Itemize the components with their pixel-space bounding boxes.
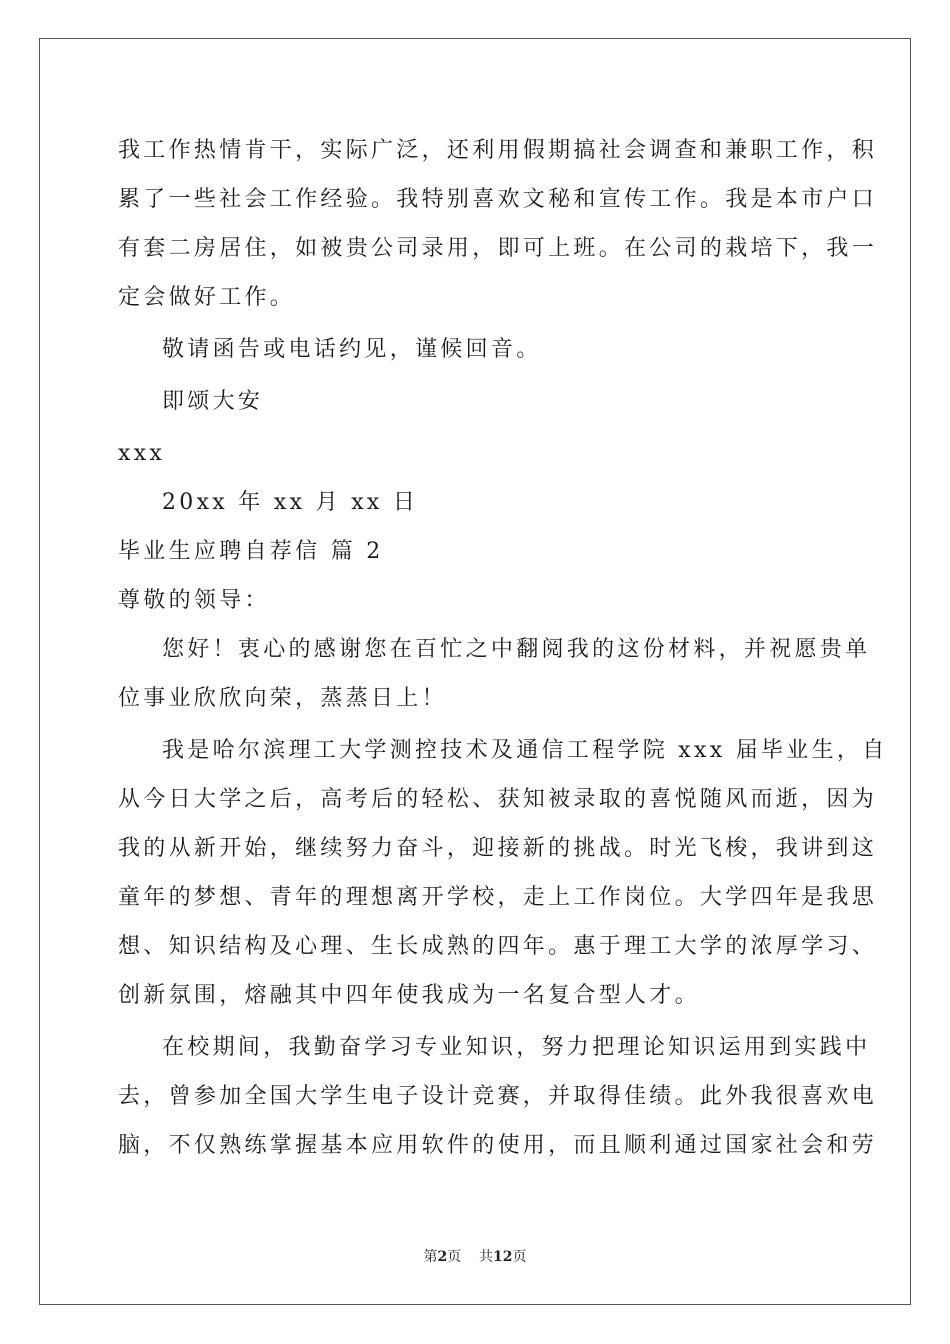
- text-line: 在校期间，我勤奋学习专业知识，努力把理论知识运用到实践中: [162, 1035, 871, 1060]
- text-line: 我的从新开始，继续努力奋斗，迎接新的挑战。时光飞梭，我讲到这: [118, 836, 878, 861]
- text-line: 创新氛围，熔融其中四年使我成为一名复合型人才。: [118, 983, 700, 1008]
- text-line: 童年的梦想、青年的理想离开学校，走上工作岗位。大学四年是我思: [118, 885, 878, 910]
- text-line: 我是哈尔滨理工大学测控技术及通信工程学院 xxx 届毕业生，自: [162, 738, 888, 763]
- text-line: 想、知识结构及心理、生长成熟的四年。惠于理工大学的浓厚学习、: [118, 934, 878, 959]
- total-unit: 页: [512, 1249, 527, 1265]
- text-line: 脑，不仅熟练掌握基本应用软件的使用，而且顺利通过国家社会和劳: [118, 1133, 878, 1158]
- signature-name: xxx: [118, 441, 166, 466]
- signature-date: 20xx 年 xx 月 xx 日: [162, 490, 419, 515]
- section-heading: 毕业生应聘自荐信 篇 2: [118, 539, 384, 564]
- text-line: 累了一些社会工作经验。我特别喜欢文秘和宣传工作。我是本市户口: [118, 187, 878, 212]
- closing-line: 即颂大安: [162, 389, 264, 414]
- text-line: 有套二房居住，如被贵公司录用，即可上班。在公司的栽培下，我一: [118, 236, 878, 261]
- text-line: 去，曾参加全国大学生电子设计竞赛，并取得佳绩。此外我很喜欢电: [118, 1084, 878, 1109]
- total-pages: 12: [493, 1249, 513, 1265]
- text-line: 敬请函告或电话约见，谨候回音。: [162, 337, 542, 362]
- salutation: 尊敬的领导：: [118, 588, 270, 613]
- page-prefix: 第: [423, 1249, 438, 1265]
- page-unit: 页: [447, 1249, 462, 1265]
- text-line: 您好！衷心的感谢您在百忙之中翻阅我的这份材料，并祝愿贵单: [162, 637, 871, 662]
- document-body: [118, 126, 888, 1170]
- page-footer: [0, 1246, 950, 1266]
- text-line: 从今日大学之后，高考后的轻松、获知被录取的喜悦随风而逝，因为: [118, 787, 878, 812]
- total-prefix: 共: [479, 1249, 494, 1265]
- text-line: 我工作热情肯干，实际广泛，还利用假期搞社会调查和兼职工作，积: [118, 138, 878, 163]
- text-line: 定会做好工作。: [118, 285, 296, 310]
- page-number: 2: [437, 1249, 448, 1265]
- text-line: 位事业欣欣向荣，蒸蒸日上！: [118, 686, 447, 711]
